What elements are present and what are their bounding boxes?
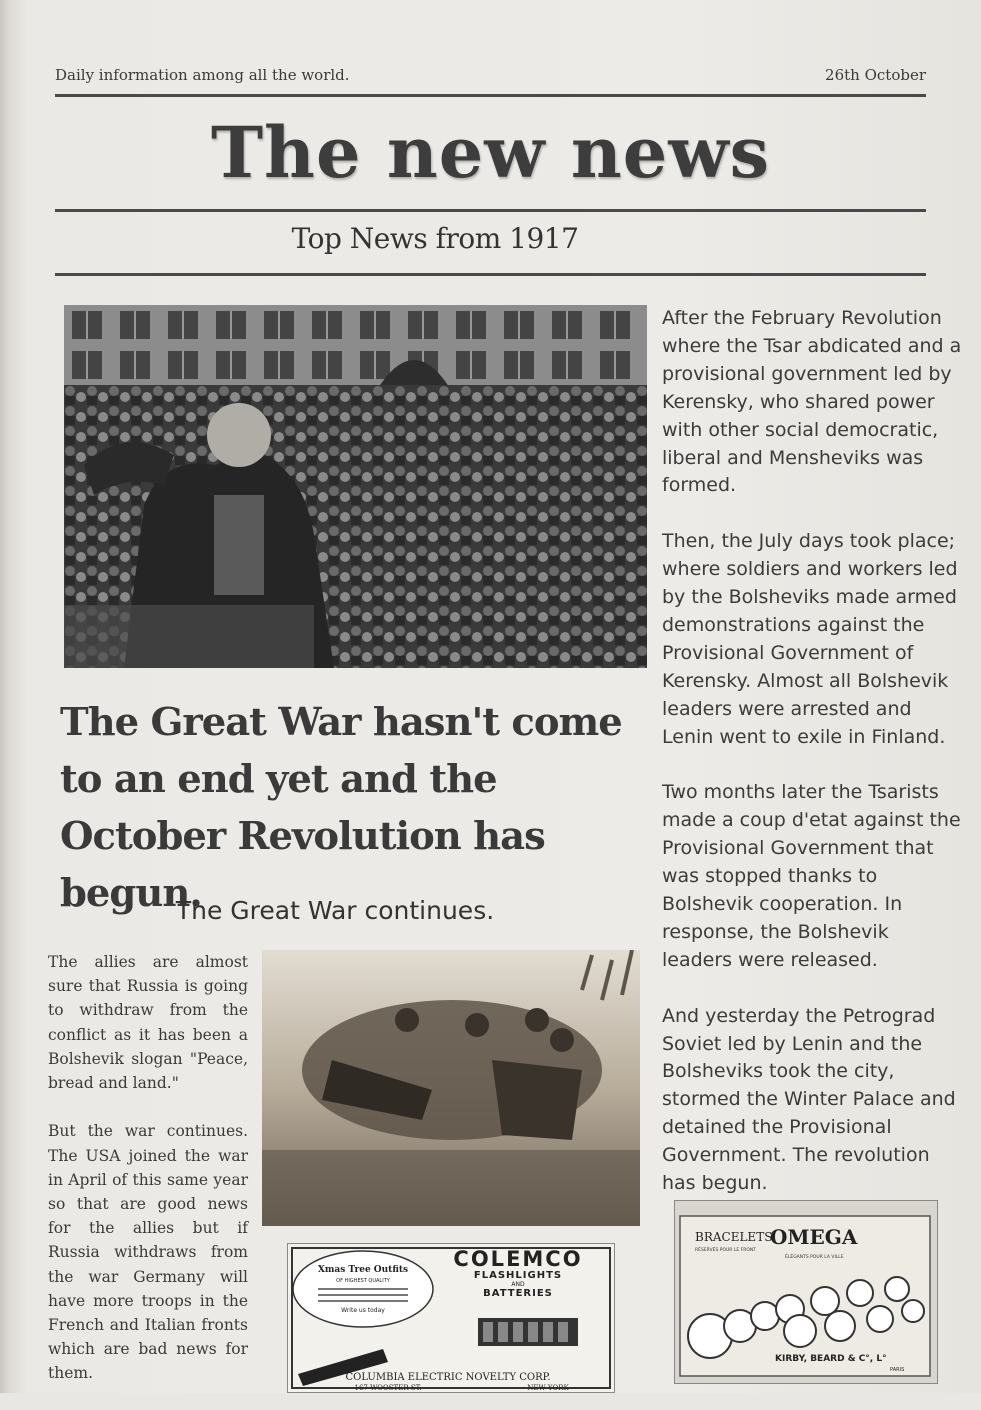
ad-line3: BATTERIES (483, 1288, 553, 1299)
omega-footer: KIRBY, BEARD & C°, L° (775, 1354, 887, 1364)
issue-date: 26th October (825, 66, 926, 84)
article-paragraph: Then, the July days took place; where soldiers and workers led by the Bolsheviks made armed demonstrations against the Provisional Government of Kerensky. Almost all Bolshevik leaders were arrested and Lenin went to exile in Finland. (662, 530, 958, 748)
article-paragraph: And yesterday the Petrograd Soviet led by Lenin and the Bolsheviks took the city, stormed the Winter Palace and detained the Provisional Government. The revolution has begun. (662, 1004, 956, 1195)
omega-city: PARIS (890, 1367, 905, 1373)
ad-left-cta: Write us today (341, 1307, 385, 1314)
omega-sub-left: RÉSERVÉS POUR LE FRONT (695, 1248, 757, 1253)
soldiers-illustration (262, 950, 640, 1226)
colemco-advertisement (287, 1243, 615, 1393)
lenin-speech-photo (64, 305, 647, 668)
article-paragraph: Two months later the Tsarists made a coup d'etat against the Provisional Government that was stopped thanks to Bolshevik cooperation. In response, the Bolshevik leaders were released. (662, 781, 961, 971)
ad-footer: COLUMBIA ELECTRIC NOVELTY CORP. (345, 1372, 551, 1383)
ad-line1: FLASHLIGHTS (473, 1270, 563, 1281)
ad-brand: COLEMCO (453, 1247, 583, 1271)
colemco-ad-art (288, 1244, 614, 1392)
ad-left-sub: OF HIGHEST QUALITY (336, 1278, 390, 1284)
war-paragraph: The allies are almost sure that Russia is going to withdraw from the conflict as it has been a Bolshevik slogan "Peace, bread and land." (48, 953, 248, 1093)
omega-advertisement (674, 1200, 938, 1384)
right-column-article (662, 305, 962, 1226)
subhead: Top News from 1917 (291, 222, 579, 255)
masthead-rule (55, 209, 926, 212)
ad-line2: AND (511, 1281, 525, 1288)
top-rule (55, 94, 926, 97)
ad-left-title: Xmas Tree Outfits (317, 1265, 409, 1275)
war-article (48, 950, 248, 1410)
subhead-rule (55, 273, 926, 276)
omega-ad-art (675, 1201, 937, 1383)
war-section-title: The Great War continues. (175, 896, 495, 925)
tagline: Daily information among all the world. (55, 66, 350, 84)
soldiers-trench-photo (262, 950, 640, 1226)
ad-city: NEW YORK (527, 1384, 569, 1392)
omega-label: BRACELETS (695, 1230, 773, 1244)
war-paragraph: But the war continues. The USA joined the war in April of this same year so that are good news for the allies but if Russia withdraws from the war Germany will have more troops in the French and Italian fronts which are bad news for them. (48, 1122, 248, 1383)
omega-sub-right: ÉLÉGANTS POUR LA VILLE (785, 1255, 844, 1260)
main-headline: The Great War hasn't come to an end yet and the October Revolution has begun. (60, 700, 622, 916)
article-paragraph: After the February Revolution where the Tsar abdicated and a provisional government led by Kerensky, who shared power with other social democratic, liberal and Mensheviks was formed. (662, 307, 962, 497)
ad-address: 167 WOOSTER ST. (354, 1384, 422, 1392)
masthead-title: The new news (210, 111, 771, 194)
photo-illustration (64, 305, 647, 668)
omega-brand: OMEGA (770, 1225, 858, 1249)
